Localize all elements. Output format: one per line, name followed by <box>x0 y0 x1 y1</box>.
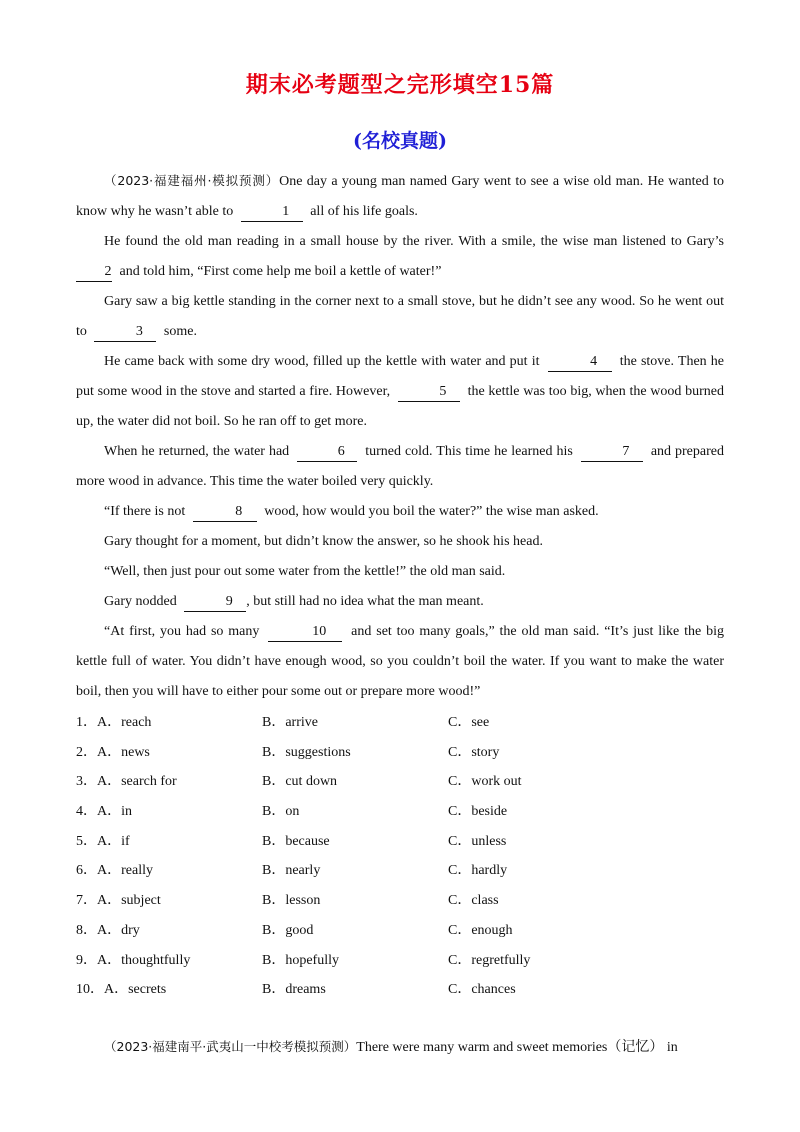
option-row <box>76 856 724 886</box>
option-b: B．on <box>262 804 300 820</box>
option-b: B．good <box>262 922 314 938</box>
option-c: C．story <box>448 744 500 760</box>
paragraph-1 <box>76 1032 724 1063</box>
option-row <box>76 738 724 768</box>
option-row <box>76 767 724 797</box>
option-row <box>76 708 724 738</box>
blank-3: 3 <box>94 323 156 342</box>
option-row <box>76 975 724 1005</box>
source-label: （2023·福建南平·武夷山一中校考模拟预测） <box>104 1039 357 1054</box>
option-a: 5．A．if <box>76 833 130 849</box>
paragraph-5 <box>76 437 724 497</box>
option-b: B．hopefully <box>262 952 339 968</box>
passage-2 <box>76 1032 724 1063</box>
option-c: C．unless <box>448 833 507 849</box>
option-b: B．nearly <box>262 863 321 879</box>
blank-2: 2 <box>76 263 112 282</box>
option-row <box>76 827 724 857</box>
option-b: B．cut down <box>262 774 338 790</box>
paragraph-text: “At first, you had so many <box>104 624 260 639</box>
option-b: B．dreams <box>262 982 326 998</box>
option-a: 8．A．dry <box>76 922 140 938</box>
option-a: 9．A．thoughtfully <box>76 952 191 968</box>
paragraph-4 <box>76 347 724 437</box>
paragraph-text: He found the old man reading in a small house by the river. With a smile, the wise man listened to Gary’s <box>104 234 724 249</box>
paragraph-text: and told him, “First come help me boil a kettle of water!” <box>119 264 442 279</box>
blank-4: 4 <box>548 353 612 372</box>
paragraph-text: There were many warm and sweet memories（记忆） in <box>356 1040 678 1055</box>
paragraph-10 <box>76 617 724 707</box>
paragraph-text: turned cold. This time he learned his <box>365 444 573 459</box>
option-c: C．work out <box>448 774 522 790</box>
option-row <box>76 886 724 916</box>
paragraph-7: Gary thought for a moment, but didn’t know the answer, so he shook his head. <box>104 534 543 549</box>
paragraph-text: all of his life goals. <box>310 204 418 219</box>
option-b: B．because <box>262 833 330 849</box>
option-b: B．suggestions <box>262 744 351 760</box>
paragraph-text: He came back with some dry wood, filled up the kettle with water and put it <box>104 354 540 369</box>
option-c: C．beside <box>448 804 508 820</box>
option-c: C．see <box>448 715 490 730</box>
paragraph-text: wood, how would you boil the water?” the wise man asked. <box>264 504 599 519</box>
paragraph-text: and prepared more wood in advance. This time the water boiled very quickly. <box>76 444 724 489</box>
answer-options <box>76 708 724 1005</box>
paragraph-8: “Well, then just pour out some water from the kettle!” the old man said. <box>104 564 506 579</box>
paragraph-text: the kettle was too big, when the wood burned up, the water did not boil. So he ran off to get more. <box>76 384 724 429</box>
page-title: 期末必考题型之完形填空15篇 <box>245 72 555 98</box>
option-row <box>76 916 724 946</box>
source-label: （2023·福建福州·模拟预测） <box>104 173 280 188</box>
option-b: B．arrive <box>262 715 318 730</box>
paragraph-text: Gary nodded <box>104 594 177 609</box>
option-a: 2．A．news <box>76 744 150 760</box>
option-a: 3．A．search for <box>76 774 177 790</box>
blank-1: 1 <box>241 203 303 222</box>
option-a: 10．A．secrets <box>76 982 167 998</box>
paragraph-9 <box>76 587 724 617</box>
blank-8: 8 <box>193 503 257 522</box>
paragraph-text: , but still had no idea what the man meant. <box>246 594 484 609</box>
paragraph-1 <box>76 166 724 227</box>
paragraph-text: One day a young man named Gary went to see a wise old man. He wanted to know why he wasn’t able to <box>76 174 724 219</box>
paragraph-text: When he returned, the water had <box>104 444 290 459</box>
paragraph-text: and set too many goals,” the old man said. “It’s just like the big kettle full of water. You didn’t have enough wood, so you couldn’t boil the water. If you want to make the water boil, then you will have to either pour some out or prepare more wood!” <box>76 624 725 699</box>
option-c: C．enough <box>448 922 513 938</box>
option-c: C．chances <box>448 982 516 998</box>
blank-9: 9 <box>184 593 246 612</box>
paragraph-2 <box>76 227 724 287</box>
option-c: C．hardly <box>448 863 508 879</box>
option-c: C．class <box>448 893 499 909</box>
blank-7: 7 <box>581 443 643 462</box>
option-c: C．regretfully <box>448 952 531 968</box>
option-a: 6．A．really <box>76 863 153 879</box>
blank-6: 6 <box>297 443 357 462</box>
option-a: 1．A．reach <box>76 715 152 730</box>
option-a: 7．A．subject <box>76 893 161 909</box>
option-a: 4．A．in <box>76 804 132 820</box>
paragraph-text: some. <box>163 324 197 339</box>
page-subtitle: (名校真题) <box>353 130 447 152</box>
blank-10: 10 <box>268 623 342 642</box>
passage-1 <box>76 166 724 707</box>
paragraph-text: “If there is not <box>104 504 186 519</box>
option-b: B．lesson <box>262 893 321 909</box>
paragraph-text: Gary saw a big kettle standing in the corner next to a small stove, but he didn’t see any wood. So he went out to <box>76 294 724 339</box>
paragraph-6 <box>76 497 724 527</box>
blank-5: 5 <box>398 383 460 402</box>
option-row <box>76 797 724 827</box>
paragraph-text: the stove. Then he put some wood in the stove and started a fire. However, <box>76 354 724 399</box>
paragraph-3 <box>76 287 724 347</box>
option-row <box>76 946 724 976</box>
